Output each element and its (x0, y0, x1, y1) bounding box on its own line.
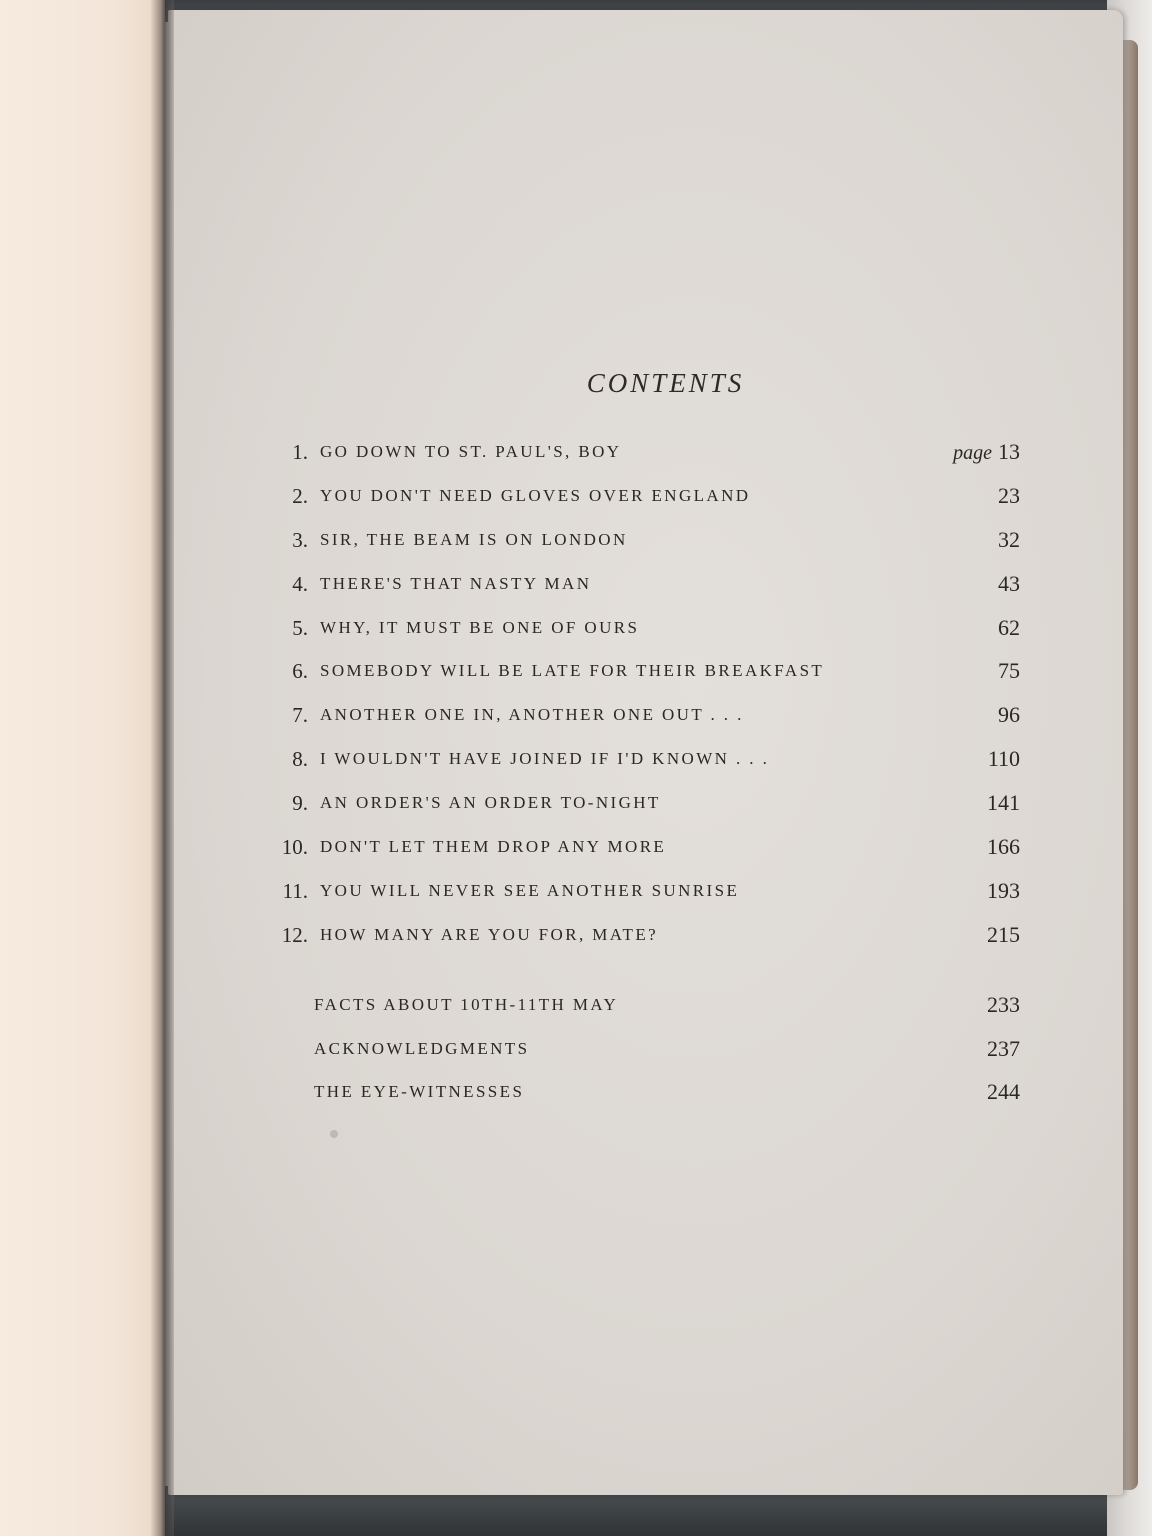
chapter-page (953, 437, 1020, 468)
toc-extra-entry (270, 1034, 1020, 1078)
page-number: 23 (998, 482, 1020, 508)
toc-entry-9 (270, 788, 1020, 832)
chapter-number: 10. (281, 835, 308, 860)
page-number: 96 (998, 702, 1020, 728)
toc-entry-10 (270, 832, 1020, 876)
book-gutter (150, 0, 174, 1536)
chapter-title: HOW MANY ARE YOU FOR, MATE? (320, 924, 659, 944)
chapter-number: 1. (292, 440, 308, 464)
extra-title: THE EYE-WITNESSES (314, 1082, 525, 1101)
page-number: 193 (987, 877, 1020, 903)
page-number: 13 (998, 439, 1020, 464)
page-number: 237 (987, 1035, 1020, 1061)
toc-extra-entry (270, 1077, 1020, 1121)
page-number: 244 (987, 1079, 1020, 1104)
contents-heading: CONTENTS (586, 368, 745, 398)
chapter-number: 2. (292, 483, 308, 508)
chapter-number: 7. (292, 703, 308, 728)
toc-entry-4 (270, 569, 1020, 613)
extra-title: FACTS ABOUT 10TH-11TH MAY (314, 995, 619, 1014)
paper-smudge (330, 1130, 338, 1138)
chapter-title: SIR, THE BEAM IS ON LONDON (320, 529, 628, 549)
chapter-title: AN ORDER'S AN ORDER TO-NIGHT (320, 793, 661, 813)
extra-title: ACKNOWLEDGMENTS (314, 1038, 530, 1058)
page-number: 215 (987, 921, 1020, 947)
page-label: page (953, 442, 992, 464)
chapter-title: YOU WILL NEVER SEE ANOTHER SUNRISE (320, 880, 740, 900)
chapter-number: 3. (292, 527, 308, 552)
page-number: 32 (998, 526, 1020, 552)
toc-entry-8 (270, 744, 1020, 788)
chapter-number: 11. (282, 878, 308, 903)
chapter-number: 8. (292, 747, 308, 772)
page-number: 43 (998, 570, 1020, 596)
back-matter-list (270, 990, 1020, 1121)
toc-entry-7 (270, 700, 1020, 744)
toc-entry-2 (270, 481, 1020, 525)
chapter-title: I WOULDN'T HAVE JOINED IF I'D KNOWN . . . (320, 749, 770, 769)
toc-entry-6 (270, 656, 1020, 700)
chapter-title: GO DOWN TO ST. PAUL'S, BOY (320, 442, 622, 461)
chapter-title: ANOTHER ONE IN, ANOTHER ONE OUT . . . (320, 705, 744, 725)
page-number: 62 (998, 614, 1020, 640)
chapter-number: 5. (292, 615, 308, 640)
toc-entry-1 (270, 437, 1020, 481)
chapter-number: 12. (281, 922, 308, 947)
toc-entry-12 (270, 920, 1020, 964)
chapter-number: 9. (292, 791, 308, 816)
page-number: 141 (987, 790, 1020, 816)
chapter-title: SOMEBODY WILL BE LATE FOR THEIR BREAKFAST (320, 661, 825, 681)
chapter-number: 6. (292, 659, 308, 684)
toc-entry-11 (270, 876, 1020, 920)
left-endpaper (0, 0, 165, 1536)
toc-entry-3 (270, 525, 1020, 569)
toc-extra-entry (270, 990, 1020, 1034)
chapter-title: THERE'S THAT NASTY MAN (320, 573, 592, 593)
page-number: 166 (987, 834, 1020, 860)
chapter-title: WHY, IT MUST BE ONE OF OURS (320, 617, 640, 637)
chapter-title: YOU DON'T NEED GLOVES OVER ENGLAND (320, 485, 751, 505)
page-number: 110 (987, 746, 1020, 772)
page-number: 233 (987, 992, 1020, 1017)
page-number: 75 (998, 658, 1020, 684)
chapter-number: 4. (292, 571, 308, 596)
toc-entry-5 (270, 613, 1020, 657)
chapter-title: DON'T LET THEM DROP ANY MORE (320, 837, 667, 857)
chapter-list (270, 437, 1020, 964)
